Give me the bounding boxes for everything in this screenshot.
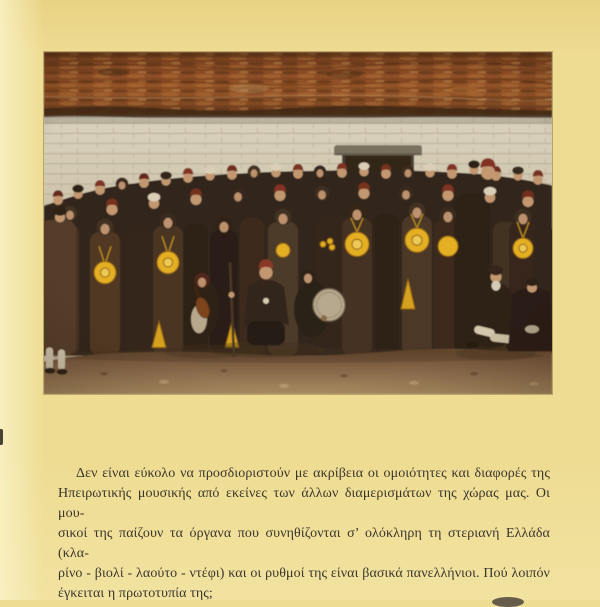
text-line-5: έγκειται η πρωτοτυπία της;: [58, 586, 213, 601]
vignette: [44, 52, 552, 394]
photo-illustration: [44, 52, 552, 394]
bottom-edge-mark: [492, 597, 524, 607]
text-line-4: ρίνο - βιολί - λαούτο - ντέφι) και οι ρυθμοί της είναι βασικά πανελλήνιοι. Πού λοιπόν: [58, 566, 550, 581]
text-line-3: σικοί της παίζουν τα όργανα που συνηθίζονται σ’ ολόκληρη τη στεριανή Ελλάδα (κλα-: [58, 526, 550, 561]
caption-paragraph: [58, 464, 550, 604]
group-photograph: [44, 52, 552, 394]
left-edge-scan-mark: [0, 429, 3, 445]
text-line-2: Ηπειρωτικής μουσικής από εκείνες των άλλων διαμερισμάτων της χώρας μας. Οι μου-: [58, 486, 550, 521]
text-line-1: Δεν είναι εύκολο να προσδιοριστούν με ακρίβεια οι ομοιότητες και διαφορές της: [76, 466, 550, 481]
